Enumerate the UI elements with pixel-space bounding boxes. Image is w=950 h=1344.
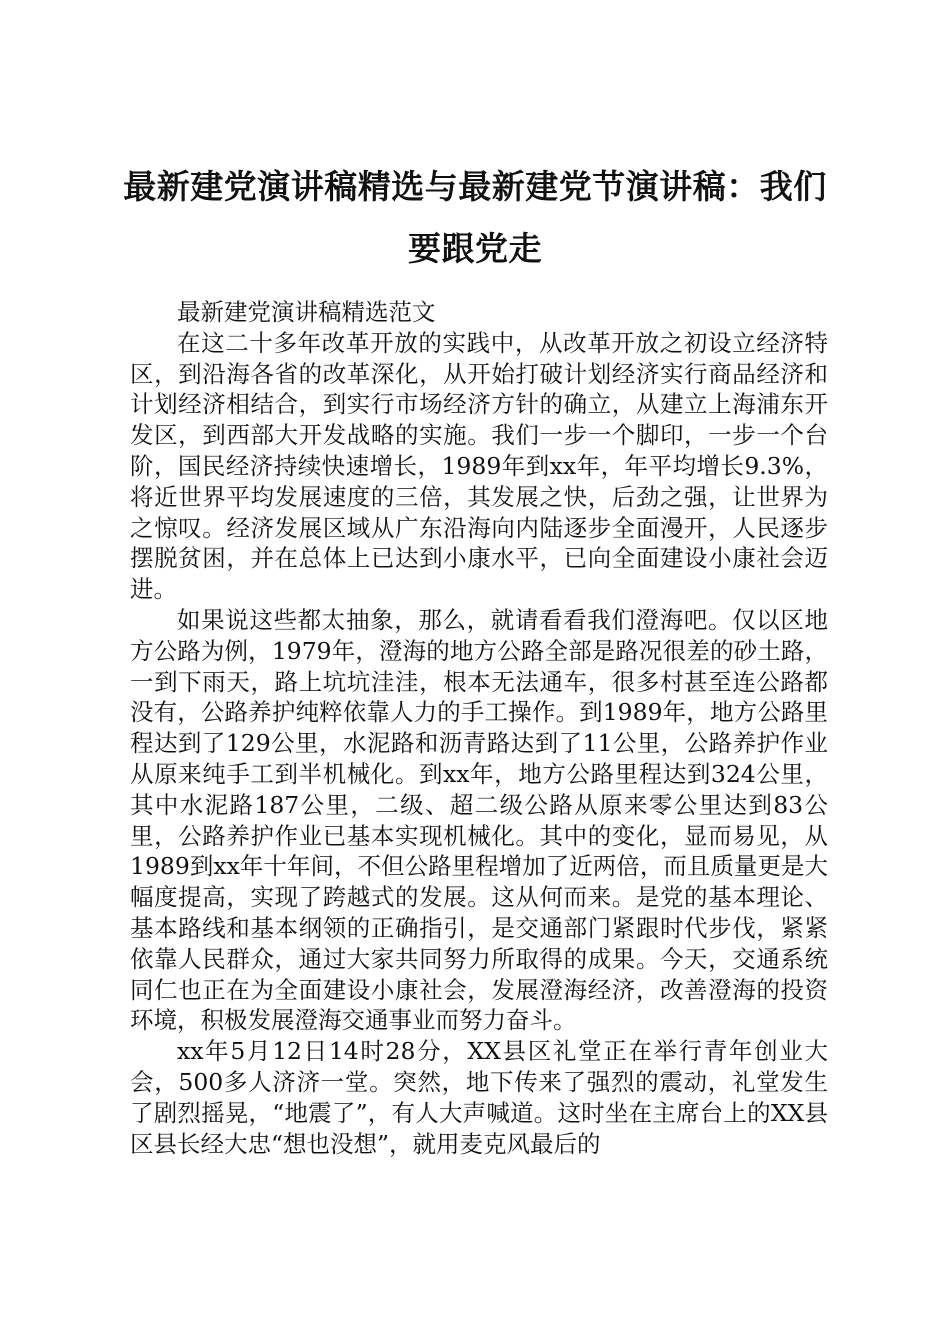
document-body [130, 297, 828, 1159]
paragraph-1: 在这二十多年改革开放的实践中，从改革开放之初设立经济特区，到沿海各省的改革深化，从开始打破计划经济实行商品经济和计划经济相结合，到实行市场经济方针的确立，从建立上海浦东开发区，到西部大开发战略的实施。我们一步一个脚印，一步一个台阶，国民经济持续快速增长，1989年到xx年，年平均增长9.3%，将近世界平均发展速度的三倍，其发展之快，后劲之强，让世界为之惊叹。经济发展区域从广东沿海向内陆逐步全面漫开，人民逐步摆脱贫困，并在总体上已达到小康水平，已向全面建设小康社会迈进。 [130, 328, 828, 604]
paragraph-3: xx年5月12日14时28分，XX县区礼堂正在举行青年创业大会，500多人济济一堂。突然，地下传来了强烈的震动，礼堂发生了剧烈摇晃，“地震了”，有人大声喊道。这时坐在主席台上的XX县区县长经大忠“想也没想”，就用麦克风最后的 [130, 1037, 828, 1158]
document-subtitle: 最新建党演讲稿精选范文 [177, 298, 436, 326]
paragraph-2: 如果说这些都太抽象，那么，就请看看我们澄海吧。仅以区地方公路为例，1979年，澄海的地方公路全部是路况很差的砂土路，一到下雨天，路上坑坑洼洼，根本无法通车，很多村甚至连公路都没有，公路养护纯粹依靠人力的手工操作。到1989年，地方公路里程达到了129公里，水泥路和沥青路达到了11公里，公路养护作业从原来纯手工到半机械化。到xx年，地方公路里程达到324公里，其中水泥路187公里，二级、超二级公路从原来零公里达到83公里，公路养护作业已基本实现机械化。其中的变化，显而易见，从1989到xx年十年间，不但公路里程增加了近两倍，而且质量更是大幅度提高，实现了跨越式的发展。这从何而来。是党的基本理论、基本路线和基本纲领的正确指引，是交通部门紧跟时代步伐，紧紧依靠人民群众，通过大家共同努力所取得的成果。今天，交通系统同仁也正在为全面建设小康社会，发展澄海经济，改善澄海的投资环境，积极发展澄海交通事业而努力奋斗。 [130, 605, 828, 1035]
document-title: 最新建党演讲稿精选与最新建党节演讲稿：我们要跟党走 [123, 167, 827, 268]
